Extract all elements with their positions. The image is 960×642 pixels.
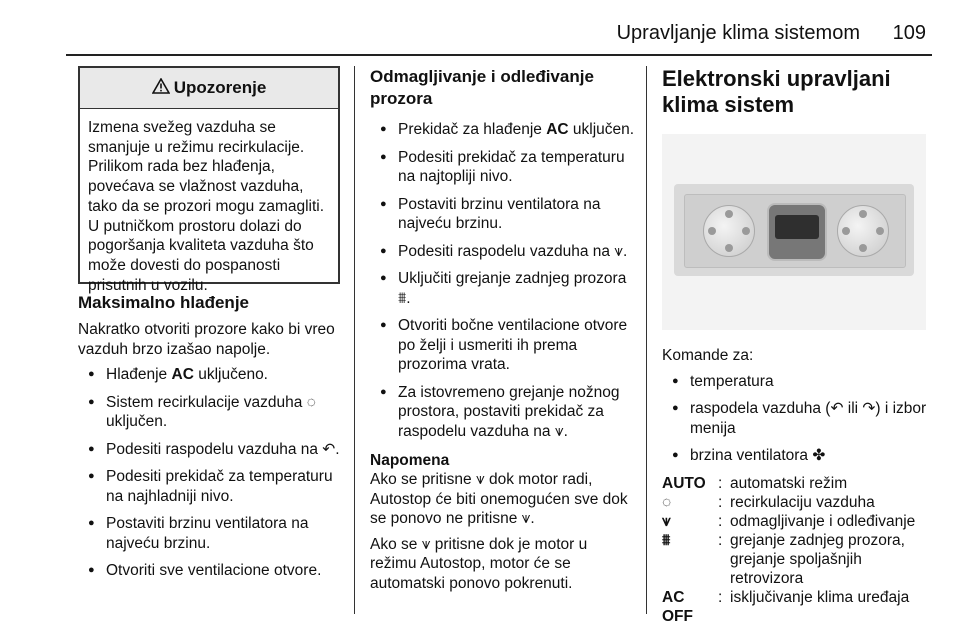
column-divider-1 bbox=[354, 66, 355, 614]
climate-display-icon bbox=[767, 203, 827, 261]
panel-inner bbox=[684, 194, 906, 268]
list-item: ● Hlađenje AC uključeno. bbox=[78, 365, 346, 385]
climate-control-panel-image bbox=[662, 134, 926, 330]
warning-heading: Upozorenje bbox=[173, 78, 267, 97]
electronic-heading: Elektronski upravljani klima sistem bbox=[662, 66, 891, 117]
list-item: ● Za istovremeno grejanje nožnog prostora, postaviti prekidač za raspodelu vazduha na ⩛. bbox=[370, 383, 636, 442]
definition-row: ◌ : recirkulaciju vazduha bbox=[662, 493, 875, 511]
list-item: ● Otvoriti sve ventilacione otvore. bbox=[78, 561, 346, 581]
max-cooling-heading: Maksimalno hlađenje bbox=[78, 293, 249, 312]
list-item: ● Podesiti raspodelu vazduha na ↶. bbox=[78, 440, 346, 460]
list-item: ● Uključiti grejanje zadnjeg prozora ⩩. bbox=[370, 269, 636, 308]
column-divider-2 bbox=[646, 66, 647, 614]
note-heading: Napomena bbox=[370, 452, 450, 469]
max-cooling-intro: Nakratko otvoriti prozore kako bi vreo vazduh brzo izašao napolje. bbox=[78, 321, 335, 358]
defog-heading: Odmagljivanje i odleđivanje prozora bbox=[370, 67, 594, 108]
list-item: ● Podesiti raspodelu vazduha na ⩛. bbox=[370, 242, 636, 262]
list-item: ● Sistem recirkulacije vazduha ◌ uključen. bbox=[78, 393, 346, 432]
list-item: ● Podesiti prekidač za temperaturu na najhladniji nivo. bbox=[78, 467, 346, 506]
definition-row: AUTO : automatski režim bbox=[662, 474, 848, 492]
warning-triangle-icon bbox=[152, 78, 170, 99]
left-control-knob-icon bbox=[703, 205, 755, 257]
definition-row: AC OFF : isključivanje klima uređaja bbox=[662, 588, 910, 625]
warning-header bbox=[80, 68, 338, 109]
controls-list-section bbox=[662, 346, 930, 626]
list-item: ● raspodela vazduha (↶ ili ↷) i izbor menija bbox=[662, 399, 930, 438]
list-item: ● Postaviti brzinu ventilatora na najveću brzinu. bbox=[370, 195, 636, 234]
list-item: ● Postaviti brzinu ventilatora na najveću brzinu. bbox=[78, 514, 346, 553]
header-rule bbox=[66, 54, 932, 56]
electronic-climate-section bbox=[662, 66, 930, 118]
panel-strip bbox=[674, 184, 914, 276]
max-cooling-section bbox=[78, 292, 346, 589]
warning-box bbox=[78, 66, 340, 294]
definition-row: ⩩ : grejanje zadnjeg prozora, grejanje spoljašnjih retrovizora bbox=[662, 531, 905, 587]
note-text-1: Ako se pritisne ⩛ dok motor radi, Autostop će biti onemogućen sve dok se ponovo ne pritisne ⩛. bbox=[370, 471, 628, 527]
page-header-title: Upravljanje klima sistemom bbox=[616, 22, 860, 44]
definition-row: ⩛ : odmagljivanje i odleđivanje bbox=[662, 512, 916, 530]
controls-intro: Komande za: bbox=[662, 347, 754, 364]
list-item: ● temperatura bbox=[662, 372, 930, 392]
list-item: ● brzina ventilatora ✤ bbox=[662, 446, 930, 466]
list-item: ● Otvoriti bočne ventilacione otvore po želji i usmeriti ih prema prozorima vrata. bbox=[370, 316, 636, 375]
list-item: ● Podesiti prekidač za temperaturu na najtopliji nivo. bbox=[370, 148, 636, 187]
note-text-2: Ako se ⩛ pritisne dok je motor u režimu Autostop, motor će se automatski ponovo pokrenuti. bbox=[370, 535, 588, 592]
warning-text: Izmena svežeg vazduha se smanjuje u režimu recirkulacije. Prilikom rada bez hlađenja, povećava se vlažnost vazduha, tako da se prozori mogu zamagliti. U putničkom prostoru dolazi do pogoršanja kvaliteta vazduha što može dovesti do pospanosti prisutnih u vozilu. bbox=[88, 119, 325, 294]
defog-section bbox=[370, 66, 636, 599]
definition-list bbox=[662, 474, 930, 626]
right-control-knob-icon bbox=[837, 205, 889, 257]
page-number: 109 bbox=[892, 22, 926, 44]
list-item: ● Prekidač za hlađenje AC uključen. bbox=[370, 120, 636, 140]
